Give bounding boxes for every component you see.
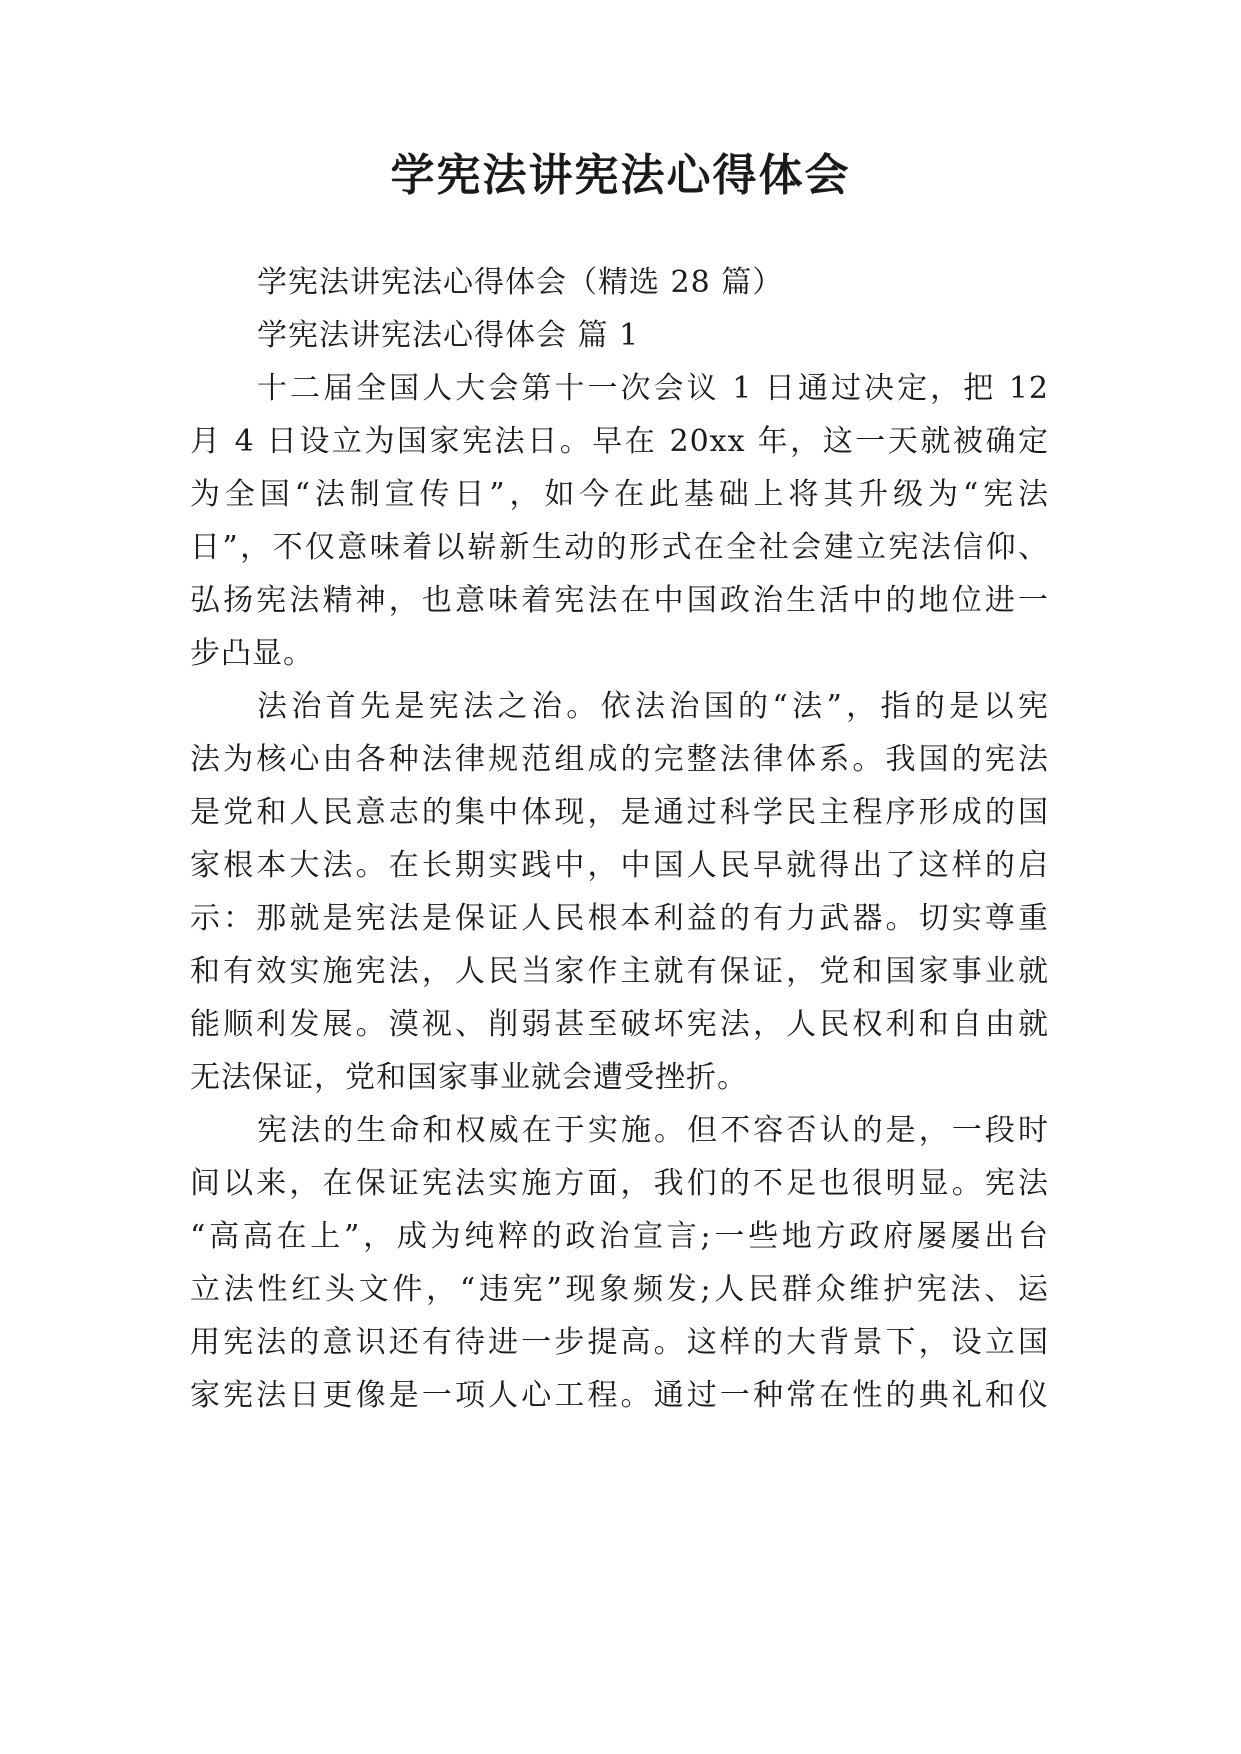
paragraph-2-line: 能顺利发展。漠视、削弱甚至破坏宪法，人民权利和自由就 xyxy=(190,1007,1049,1042)
paragraph-3-line: 用宪法的意识还有待进一步提高。这样的大背景下，设立国 xyxy=(190,1325,1049,1360)
document-subtitle: 学宪法讲宪法心得体会（精选 28 篇） xyxy=(257,265,784,300)
paragraph-1-line: 为全国“法制宣传日”，如今在此基础上将其升级为“宪法 xyxy=(190,477,1049,512)
paragraph-1-line: 弘扬宪法精神，也意味着宪法在中国政治生活中的地位进一 xyxy=(190,583,1049,618)
paragraph-2-line: 法为核心由各种法律规范组成的完整法律体系。我国的宪法 xyxy=(190,742,1049,777)
paragraph-1-line: 日”，不仅意味着以崭新生动的形式在全社会建立宪法信仰、 xyxy=(190,530,1049,565)
paragraph-2-line: 无法保证，党和国家事业就会遭受挫折。 xyxy=(190,1060,748,1095)
paragraph-2-line: 和有效实施宪法，人民当家作主就有保证，党和国家事业就 xyxy=(190,954,1049,989)
paragraph-1-line: 步凸显。 xyxy=(190,636,314,671)
paragraph-2-line: 法治首先是宪法之治。依法治国的“法”，指的是以宪 xyxy=(257,689,1049,724)
section-heading: 学宪法讲宪法心得体会 篇 1 xyxy=(257,318,640,353)
document-title: 学宪法讲宪法心得体会 xyxy=(390,150,851,201)
paragraph-1-line: 月 4 日设立为国家宪法日。早在 20xx 年，这一天就被确定 xyxy=(190,424,1049,459)
paragraph-2-line: 示：那就是宪法是保证人民根本利益的有力武器。切实尊重 xyxy=(190,901,1049,936)
paragraph-3-line: 家宪法日更像是一项人心工程。通过一种常在性的典礼和仪 xyxy=(190,1378,1049,1413)
paragraph-3-line: 间以来，在保证宪法实施方面，我们的不足也很明显。宪法 xyxy=(190,1166,1049,1201)
paragraph-2-line: 是党和人民意志的集中体现，是通过科学民主程序形成的国 xyxy=(190,795,1049,830)
paragraph-3-line: 立法性红头文件，“违宪”现象频发;人民群众维护宪法、运 xyxy=(190,1272,1049,1307)
paragraph-1-line: 十二届全国人大会第十一次会议 1 日通过决定，把 12 xyxy=(257,371,1049,406)
paragraph-3-line: 宪法的生命和权威在于实施。但不容否认的是，一段时 xyxy=(257,1113,1049,1148)
paragraph-2-line: 家根本大法。在长期实践中，中国人民早就得出了这样的启 xyxy=(190,848,1049,883)
paragraph-3-line: “高高在上”，成为纯粹的政治宣言;一些地方政府屡屡出台 xyxy=(190,1219,1049,1254)
